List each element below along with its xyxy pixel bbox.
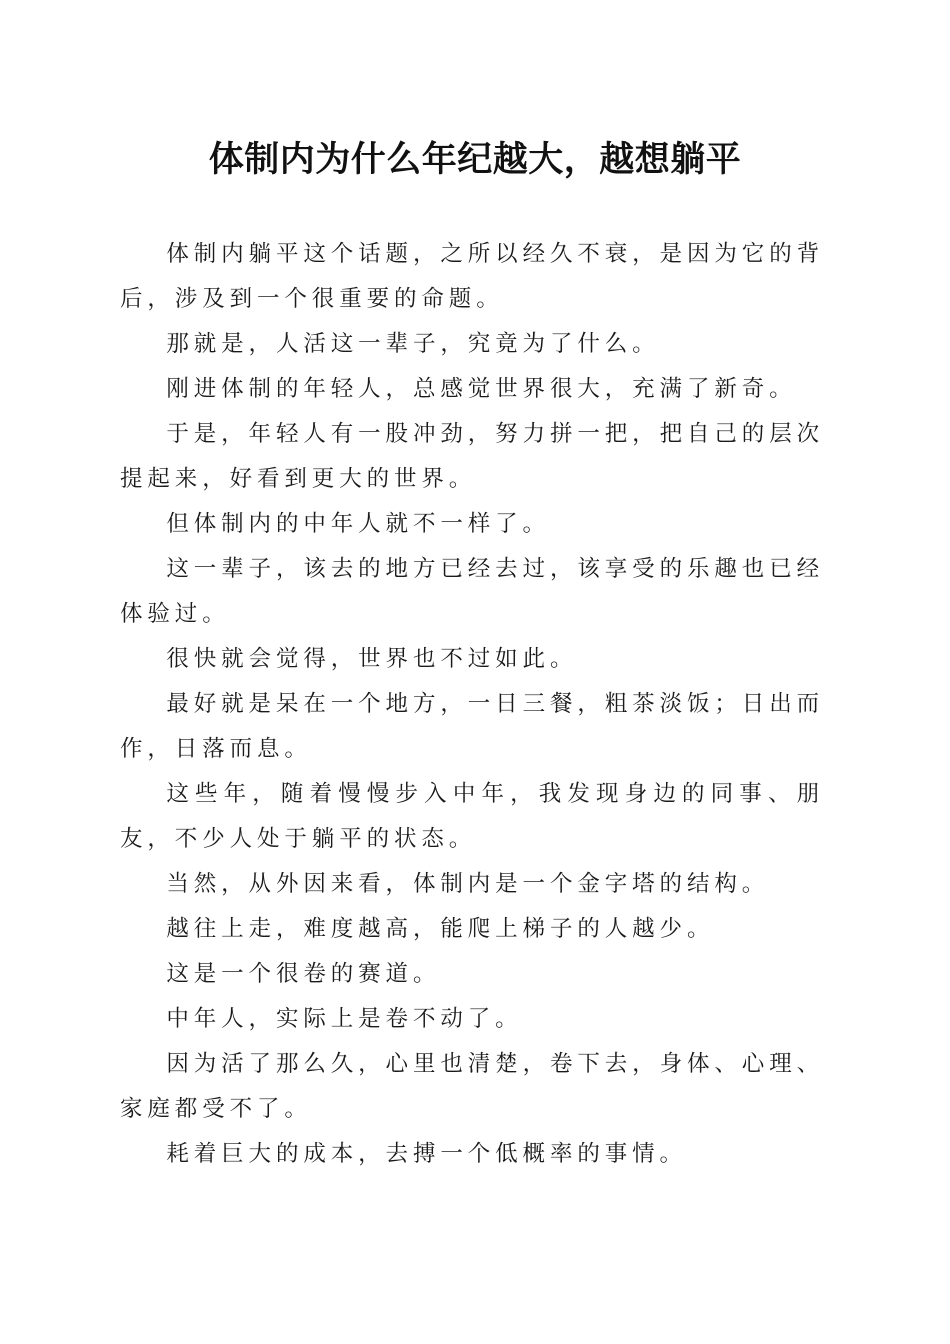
paragraph: 最好就是呆在一个地方，一日三餐，粗茶淡饭；日出而作，日落而息。 — [120, 691, 824, 762]
document-body — [120, 232, 824, 1177]
paragraph: 耗着巨大的成本，去搏一个低概率的事情。 — [166, 1141, 687, 1167]
paragraph: 体制内躺平这个话题，之所以经久不衰，是因为它的背后，涉及到一个很重要的命题。 — [120, 241, 824, 312]
paragraph: 很快就会觉得，世界也不过如此。 — [166, 646, 578, 672]
paragraph: 于是，年轻人有一股冲劲，努力拼一把，把自己的层次提起来，好看到更大的世界。 — [120, 421, 824, 492]
paragraph: 刚进体制的年轻人，总感觉世界很大，充满了新奇。 — [166, 376, 797, 402]
paragraph: 越往上走，难度越高，能爬上梯子的人越少。 — [166, 916, 715, 942]
paragraph: 但体制内的中年人就不一样了。 — [166, 511, 550, 537]
paragraph: 这一辈子，该去的地方已经去过，该享受的乐趣也已经体验过。 — [120, 556, 824, 627]
paragraph: 因为活了那么久，心里也清楚，卷下去，身体、心理、家庭都受不了。 — [120, 1051, 824, 1122]
paragraph: 那就是，人活这一辈子，究竟为了什么。 — [166, 331, 660, 357]
paragraph: 中年人，实际上是卷不动了。 — [166, 1006, 523, 1032]
paragraph: 这些年，随着慢慢步入中年，我发现身边的同事、朋友，不少人处于躺平的状态。 — [120, 781, 824, 852]
paragraph: 这是一个很卷的赛道。 — [166, 961, 441, 987]
paragraph: 当然，从外因来看，体制内是一个金字塔的结构。 — [166, 871, 770, 897]
document-title: 体制内为什么年纪越大，越想躺平 — [208, 139, 742, 180]
